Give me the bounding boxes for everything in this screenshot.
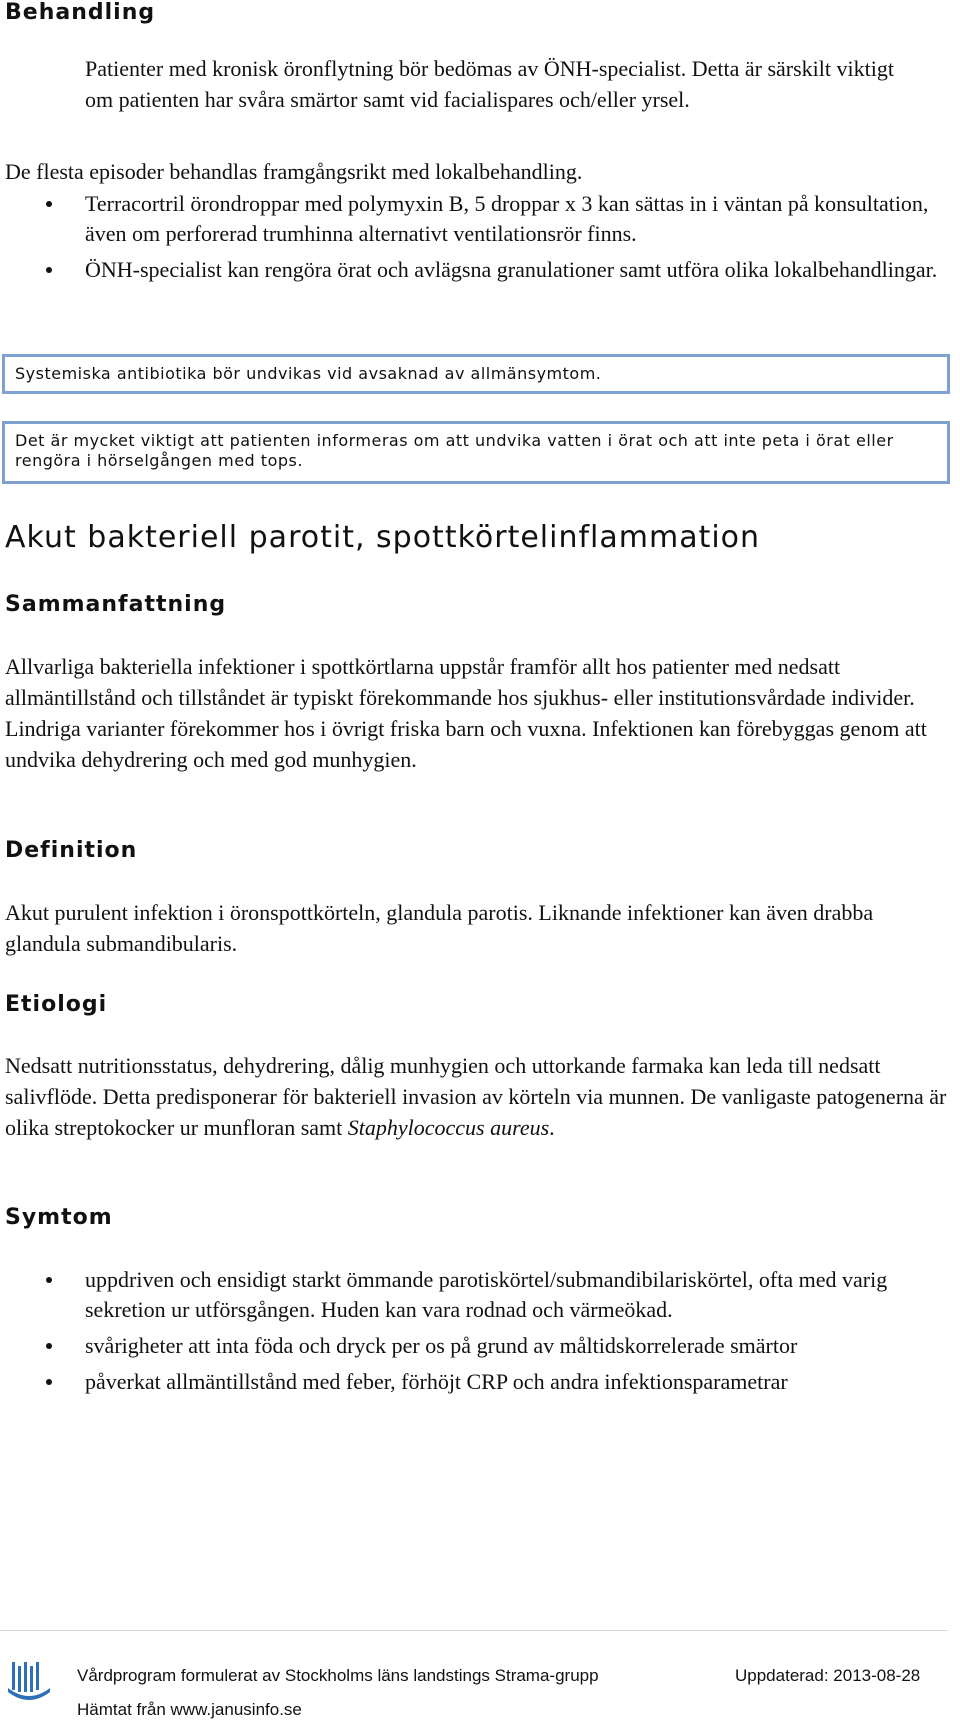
behandling-lead: De flesta episoder behandlas framgångsrikt med lokalbehandling. (5, 159, 583, 184)
bullet-icon (46, 1277, 52, 1283)
parotit-title: Akut bakteriell parotit, spottkörtelinflammation (5, 520, 761, 555)
footer-divider (0, 1630, 948, 1631)
etiologi-heading: Etiologi (5, 992, 108, 1017)
summary-text: Allvarliga bakteriella infektioner i spottkörtlarna uppstår framför allt hos patienter med nedsatt allmäntillstånd och tillståndet är typiskt förekommande hos sjukhus- eller institutionsvårdade individer. Lindriga varianter förekommer hos i övrigt friska barn och vuxna. Infektionen kan förebyggas genom att undvika dehydrering och med god munhygien. (5, 654, 927, 772)
antibiotics-note-text: Systemiska antibiotika bör undvikas vid avsaknad av allmänsymtom. (15, 364, 602, 383)
etiologi-text: Nedsatt nutritionsstatus, dehydrering, dålig munhygien och uttorkande farmaka kan leda till nedsatt salivflöde. Detta predisponerar för bakteriell invasion av körteln via munnen. De vanligaste patogenerna är olika streptokocker ur munfloran samt Staphylococcus aureus. (5, 1053, 947, 1140)
antibiotics-note-box (2, 354, 950, 394)
bullet-icon (46, 201, 52, 207)
list-item: Terracortril örondroppar med polymyxin B, 5 droppar x 3 kan sättas in i väntan på konsultation, även om perforerad trumhinna alternativt ventilationsrör finns. (0, 189, 950, 249)
bullet-icon (46, 1343, 52, 1349)
summary-heading: Sammanfattning (5, 592, 227, 617)
list-item: ÖNH-specialist kan rengöra örat och avlägsna granulationer samt utföra olika lokalbehandlingar. (0, 255, 950, 285)
water-warning-box (2, 421, 950, 484)
symtom-heading: Symtom (5, 1205, 113, 1230)
footer-updated: Uppdaterad: 2013-08-28 (735, 1666, 921, 1685)
behandling-bullet-list (0, 189, 950, 285)
list-item: påverkat allmäntillstånd med feber, förhöjt CRP och andra infektionsparametrar (0, 1367, 950, 1397)
definition-heading: Definition (5, 838, 138, 863)
footer-source-link[interactable]: Hämtat från www.janusinfo.se (77, 1700, 302, 1719)
water-warning-text: Det är mycket viktigt att patienten informeras om att undvika vatten i örat och att inte peta i örat eller rengöra i hörselgången med tops. (15, 431, 894, 470)
symtom-bullet-list (0, 1265, 950, 1397)
list-item: uppdriven och ensidigt starkt ömmande parotiskörtel/submandibilariskörtel, ofta med varig sekretion ur utförsgången. Huden kan vara rodnad och värmeökad. (0, 1265, 950, 1325)
footer-credit: Vårdprogram formulerat av Stockholms läns landstings Strama-grupp (77, 1666, 599, 1685)
bullet-icon (46, 1379, 52, 1385)
pathogen-name: Staphylococcus aureus (347, 1115, 550, 1140)
list-item: svårigheter att inta föda och dryck per os på grund av måltidskorrelerade smärtor (0, 1331, 950, 1361)
behandling-heading: Behandling (5, 0, 156, 25)
definition-text: Akut purulent infektion i öronspottkörteln, glandula parotis. Liknande infektioner kan även drabba glandula submandibularis. (5, 900, 874, 956)
bullet-icon (46, 267, 52, 273)
behandling-intro: Patienter med kronisk öronflytning bör bedömas av ÖNH-specialist. Detta är särskilt viktigt om patienten har svåra smärtor samt vid facialispares och/eller yrsel. (85, 56, 894, 112)
janusinfo-logo-icon (6, 1660, 52, 1702)
